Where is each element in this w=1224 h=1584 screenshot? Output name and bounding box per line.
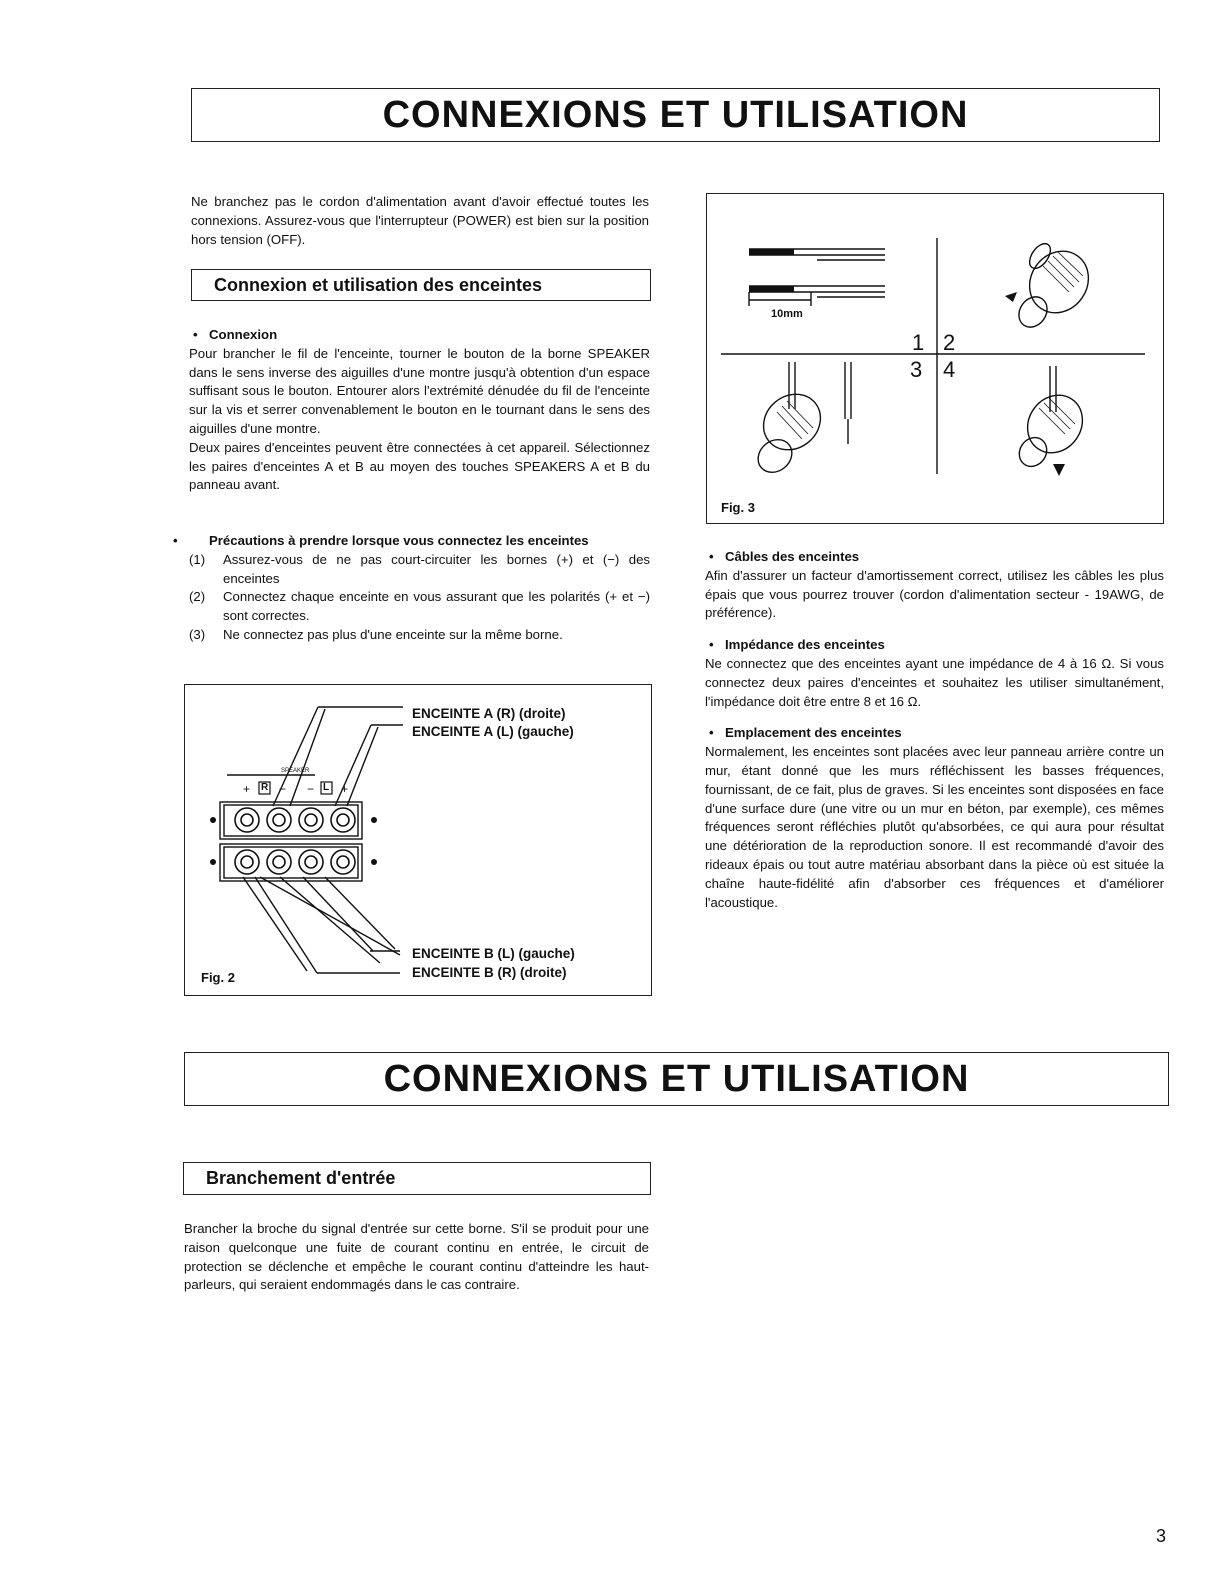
right-column	[705, 548, 1164, 912]
placement-text: Normalement, les enceintes sont placées avec leur panneau arrière contre un mur, étant donné que les murs réfléchissent les basses fréquences, fournissant, de ce fait, plus de graves. Si les enceintes sont disposées en face d'une surface dure (une vitre ou un mur en béton, par exemple), ces mêmes fréquences seront réfléchies plutôt qu'absorbées, ce qui aura pour résultat une détérioration de la reproduction sonore. Il est recommandé d'avoir des rideaux épais ou tout autre matériau absorbant dans la pièce où est située la chaîne haute-fidélité afin d'absorber ces fréquences et d'améliorer l'acoustique.	[705, 744, 1164, 910]
impedance-heading: • Impédance des enceintes	[705, 636, 1164, 655]
connexion-paragraph-2: Deux paires d'enceintes peuvent être connectées à cet appareil. Sélectionnez les paires d'enceintes A et B au moyen des touches SPEAKERS A et B du panneau avant.	[189, 439, 650, 493]
label-speaker-a-left: ENCEINTE A (L) (gauche)	[412, 724, 574, 739]
bullet-icon	[189, 533, 209, 548]
minus-sign-r: −	[279, 782, 287, 796]
fig3-box	[706, 193, 1164, 524]
l-label: L	[323, 782, 330, 793]
intro-text: Ne branchez pas le cordon d'alimentation avant d'avoir effectué toutes les connexions. Assurez-vous que l'interrupteur (POWER) est bien sur la position hors tension (OFF).	[191, 194, 649, 247]
page-number: 3	[1156, 1526, 1167, 1546]
plus-sign-r: +	[243, 782, 251, 796]
fig3-step-3: 3	[910, 357, 923, 382]
list-item-number: (1)	[189, 551, 206, 567]
list-item-text: Ne connectez pas plus d'une enceinte sur la même borne.	[223, 626, 563, 642]
section2-title	[184, 1052, 1169, 1106]
cables-text: Afin d'assurer un facteur d'amortissement correct, utilisez les câbles les plus épais que vous pourrez trouver (cordon d'alimentation secteur - 19AWG, de préférence).	[705, 567, 1164, 621]
fig3-wire-diagram	[707, 194, 1163, 523]
list-item-number: (2)	[189, 589, 206, 605]
list-item-text: Assurez-vous de ne pas court-circuiter les bornes (+) et (−) des enceintes	[223, 551, 650, 586]
precautions-list	[189, 551, 650, 645]
speakers-subtitle	[191, 269, 651, 301]
list-item	[189, 588, 650, 626]
input-paragraph	[184, 1220, 649, 1295]
precautions-heading	[189, 532, 650, 551]
list-item	[189, 626, 650, 645]
section1-title	[191, 88, 1160, 142]
connexion-section	[189, 326, 650, 495]
input-text: Brancher la broche du signal d'entrée sur cette borne. S'il se produit pour une raison quelconque une fuite de courant continu en entrée, le circuit de protection se déclenche et empêche le courant continu d'atteindre les haut-parleurs, qui seraient endommagés dans le cas contraire.	[184, 1221, 649, 1293]
fig3-step-2: 2	[943, 330, 956, 355]
section1-title-text: CONNEXIONS ET UTILISATION	[382, 93, 969, 136]
connexion-heading: • Connexion	[189, 326, 650, 345]
list-item-text: Connectez chaque enceinte en vous assurant que les polarités (+ et −) sont correctes.	[223, 589, 650, 624]
label-speaker-a-right: ENCEINTE A (R) (droite)	[412, 706, 566, 721]
fig3-step-4: 4	[943, 357, 956, 382]
fig3-length-label: 10mm	[771, 308, 803, 320]
fig2-label: Fig. 2	[201, 970, 235, 985]
fig3-step-1: 1	[912, 330, 925, 355]
precautions-section	[189, 532, 650, 645]
fig2-box	[184, 684, 652, 996]
speakers-subtitle-text: Connexion et utilisation des enceintes	[214, 274, 543, 295]
label-speaker-b-right: ENCEINTE B (R) (droite)	[412, 965, 567, 980]
precautions-heading-text: Précautions à prendre lorsque vous connectez les enceintes	[209, 533, 589, 548]
connexion-paragraph-1: Pour brancher le fil de l'enceinte, tourner le bouton de la borne SPEAKER dans le sens inverse des aiguilles d'une montre jusqu'à obtention d'un espace suffisant sous le bouton. Entourer alors l'extrémité dénudée du fil de l'enceinte sur la vis et serrer convenablement le bouton en le tournant dans le sens des aiguilles d'une montre.	[189, 345, 650, 436]
minus-sign-l: −	[307, 782, 315, 796]
r-label: R	[261, 782, 269, 793]
label-speaker-b-left: ENCEINTE B (L) (gauche)	[412, 946, 575, 961]
placement-heading: • Emplacement des enceintes	[705, 724, 1164, 743]
fig3-label: Fig. 3	[721, 500, 755, 515]
list-item-number: (3)	[189, 626, 206, 642]
section2-title-text: CONNEXIONS ET UTILISATION	[383, 1057, 970, 1100]
plus-sign-l: +	[341, 782, 349, 796]
intro-paragraph	[191, 193, 649, 249]
list-item	[189, 551, 650, 589]
input-subtitle-text: Branchement d'entrée	[206, 1168, 396, 1188]
speaker-tag: SPEAKER	[281, 768, 310, 774]
impedance-text: Ne connectez que des enceintes ayant une impédance de 4 à 16 Ω. Si vous connectez deux paires d'enceintes et souhaitez les utiliser simultanément, l'impédance doit être entre 8 et 16 Ω.	[705, 655, 1164, 709]
cables-heading: • Câbles des enceintes	[705, 548, 1164, 567]
input-subtitle	[183, 1162, 651, 1195]
